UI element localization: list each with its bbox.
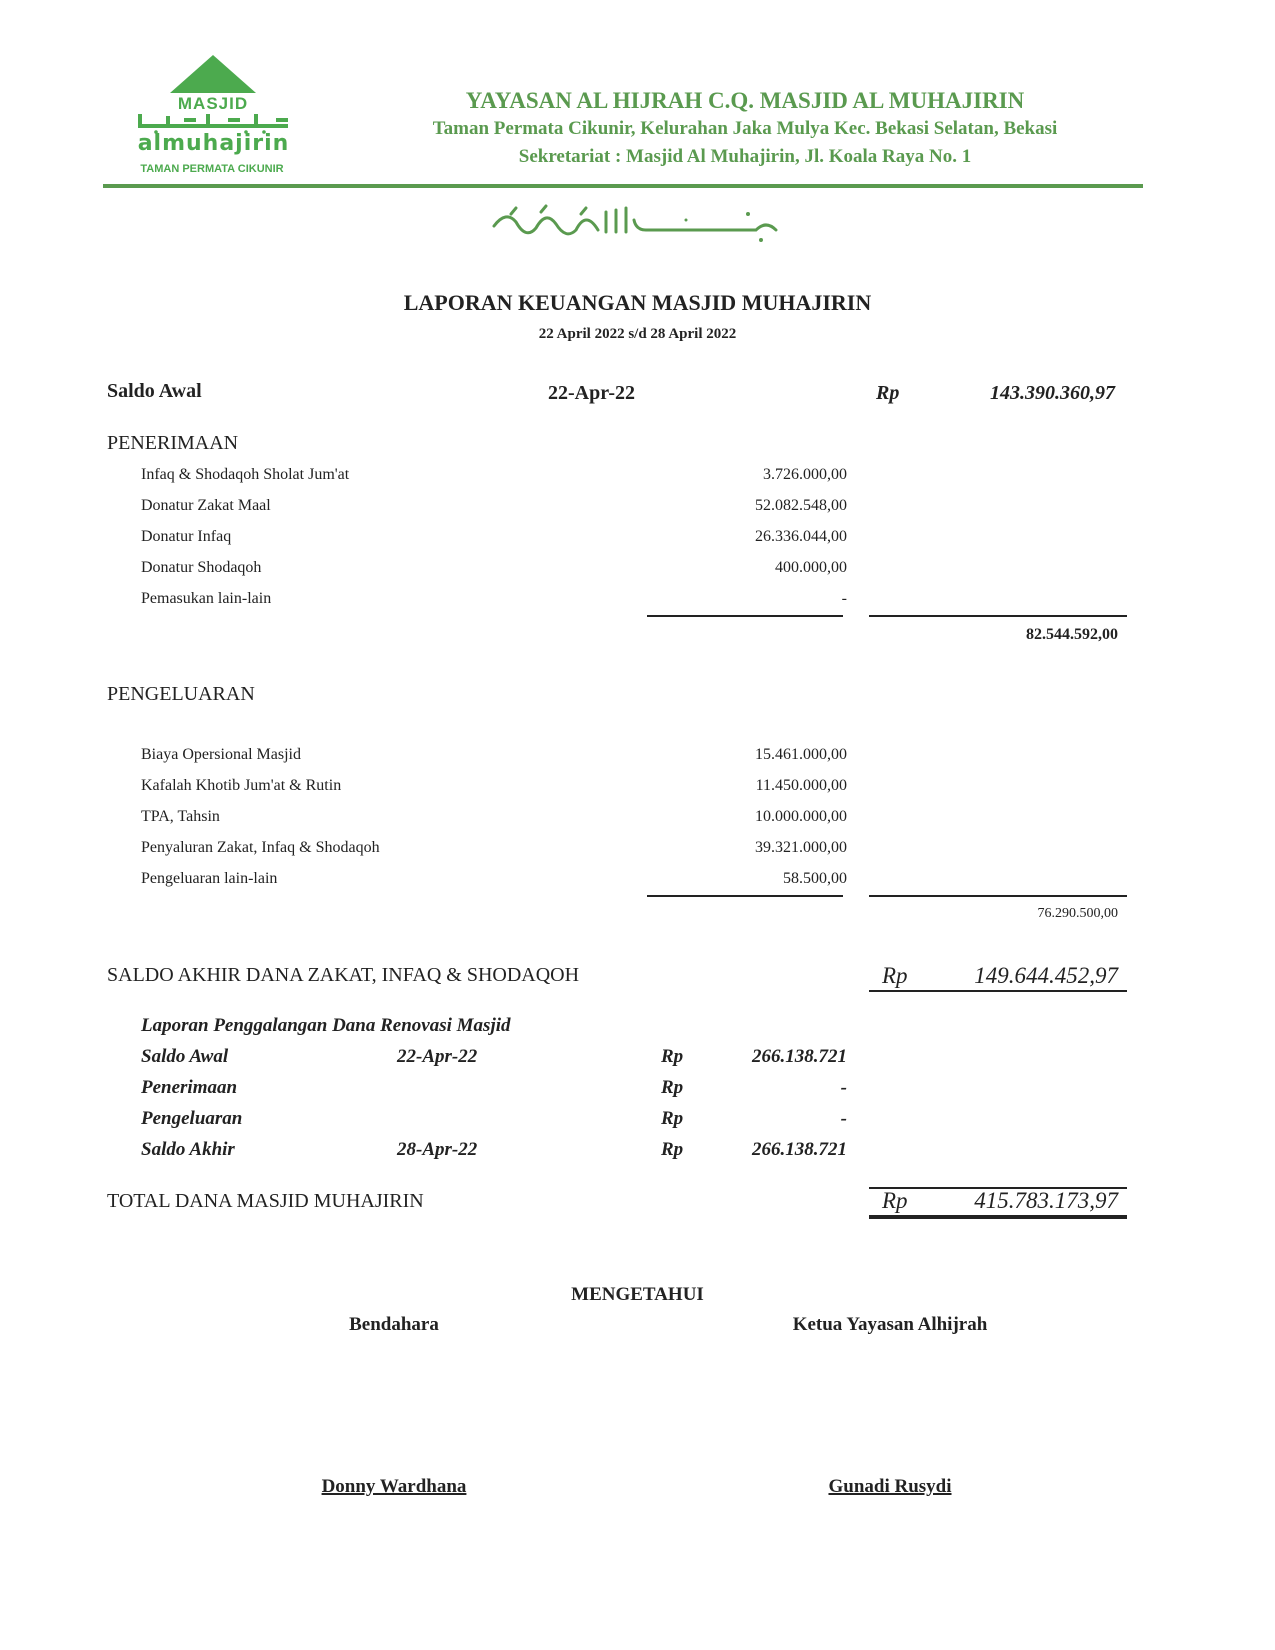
renovation-row-amount: -	[840, 1077, 847, 1098]
income-item-label: Donatur Zakat Maal	[141, 497, 271, 514]
expense-item-amount: 11.450.000,00	[755, 777, 847, 794]
expense-subtotal-rule	[647, 895, 843, 897]
renovation-row-label: Penerimaan	[141, 1077, 238, 1098]
grand-total-bottom-rule	[869, 1215, 1127, 1219]
renovation-row-currency: Rp	[661, 1108, 684, 1129]
expense-item-label: Kafalah Khotib Jum'at & Rutin	[141, 777, 342, 794]
income-item-amount: 3.726.000,00	[763, 466, 847, 483]
expense-item-label: Penyaluran Zakat, Infaq & Shodaqoh	[141, 839, 380, 856]
header-divider	[103, 184, 1143, 188]
grand-total-amount: 415.783.173,97	[974, 1188, 1118, 1213]
logo-masjid-text: MASJID	[177, 94, 249, 113]
renovation-heading: Laporan Penggalangan Dana Renovasi Masjid	[141, 1015, 511, 1036]
expense-item-amount: 58.500,00	[783, 870, 847, 887]
income-item-amount: 26.336.044,00	[755, 528, 847, 545]
expense-total: 76.290.500,00	[1037, 906, 1118, 921]
closing-zis-label: SALDO AKHIR DANA ZAKAT, INFAQ & SHODAQOH	[107, 964, 580, 986]
income-item-label: Donatur Shodaqoh	[141, 559, 262, 576]
expense-total-rule	[869, 895, 1127, 897]
chairman-name: Gunadi Rusydi	[828, 1476, 952, 1497]
report-title: LAPORAN KEUANGAN MASJID MUHAJIRIN	[403, 290, 872, 315]
treasurer-name: Donny Wardhana	[321, 1476, 467, 1497]
organization-address: Taman Permata Cikunir, Kelurahan Jaka Mulya Kec. Bekasi Selatan, Bekasi	[432, 118, 1058, 139]
expense-item-label: Biaya Opersional Masjid	[141, 746, 301, 763]
renovation-row-currency: Rp	[661, 1046, 684, 1067]
signature-heading: MENGETAHUI	[571, 1284, 704, 1305]
grand-total-label: TOTAL DANA MASJID MUHAJIRIN	[107, 1190, 424, 1212]
income-total: 82.544.592,00	[1026, 626, 1118, 643]
income-item-label: Donatur Infaq	[141, 528, 232, 545]
closing-zis-currency: Rp	[882, 963, 908, 988]
income-item-label: Pemasukan lain-lain	[141, 590, 272, 607]
closing-zis-rule	[869, 990, 1127, 992]
renovation-row-label: Saldo Akhir	[141, 1139, 235, 1160]
closing-zis-amount: 149.644.452,97	[974, 963, 1118, 988]
expense-heading: PENGELUARAN	[107, 683, 255, 705]
opening-balance-date: 22-Apr-22	[548, 382, 636, 404]
renovation-row-date: 22-Apr-22	[397, 1046, 478, 1067]
logo-location-text: TAMAN PERMATA CIKUNIR	[140, 163, 284, 175]
treasurer-role: Bendahara	[349, 1314, 439, 1335]
renovation-row-currency: Rp	[661, 1139, 684, 1160]
opening-balance-amount: 143.390.360,97	[990, 382, 1115, 404]
renovation-row-label: Pengeluaran	[141, 1108, 243, 1129]
report-period: 22 April 2022 s/d 28 April 2022	[538, 326, 737, 342]
grand-total-currency: Rp	[882, 1188, 908, 1213]
logo-triangle-icon	[170, 55, 256, 93]
renovation-row-currency: Rp	[661, 1077, 684, 1098]
organization-secretariat: Sekretariat : Masjid Al Muhajirin, Jl. Koala Raya No. 1	[518, 146, 972, 167]
income-item-label: Infaq & Shodaqoh Sholat Jum'at	[141, 466, 350, 483]
renovation-row-amount: 266.138.721	[752, 1046, 847, 1067]
chairman-role: Ketua Yayasan Alhijrah	[792, 1314, 988, 1335]
income-item-amount: -	[841, 590, 847, 607]
expense-item-amount: 10.000.000,00	[755, 808, 847, 825]
expense-item-label: Pengeluaran lain-lain	[141, 870, 278, 887]
renovation-row-label: Saldo Awal	[141, 1046, 229, 1067]
income-heading: PENERIMAAN	[107, 432, 239, 454]
opening-balance-currency: Rp	[876, 382, 900, 404]
expense-item-amount: 39.321.000,00	[755, 839, 847, 856]
expense-item-label: TPA, Tahsin	[141, 808, 220, 825]
organization-name: YAYASAN AL HIJRAH C.Q. MASJID AL MUHAJIRIN	[465, 88, 1025, 113]
income-item-amount: 400.000,00	[775, 559, 847, 576]
renovation-row-date: 28-Apr-22	[397, 1139, 478, 1160]
logo-latin-text: almuhajirin	[137, 131, 290, 156]
income-subtotal-rule	[647, 615, 843, 617]
basmalah-calligraphy-icon	[486, 200, 786, 248]
expense-item-amount: 15.461.000,00	[755, 746, 847, 763]
income-item-amount: 52.082.548,00	[755, 497, 847, 514]
income-total-rule	[869, 615, 1127, 617]
renovation-row-amount: 266.138.721	[752, 1139, 847, 1160]
opening-balance-label: Saldo Awal	[107, 380, 202, 402]
renovation-row-amount: -	[840, 1108, 847, 1129]
